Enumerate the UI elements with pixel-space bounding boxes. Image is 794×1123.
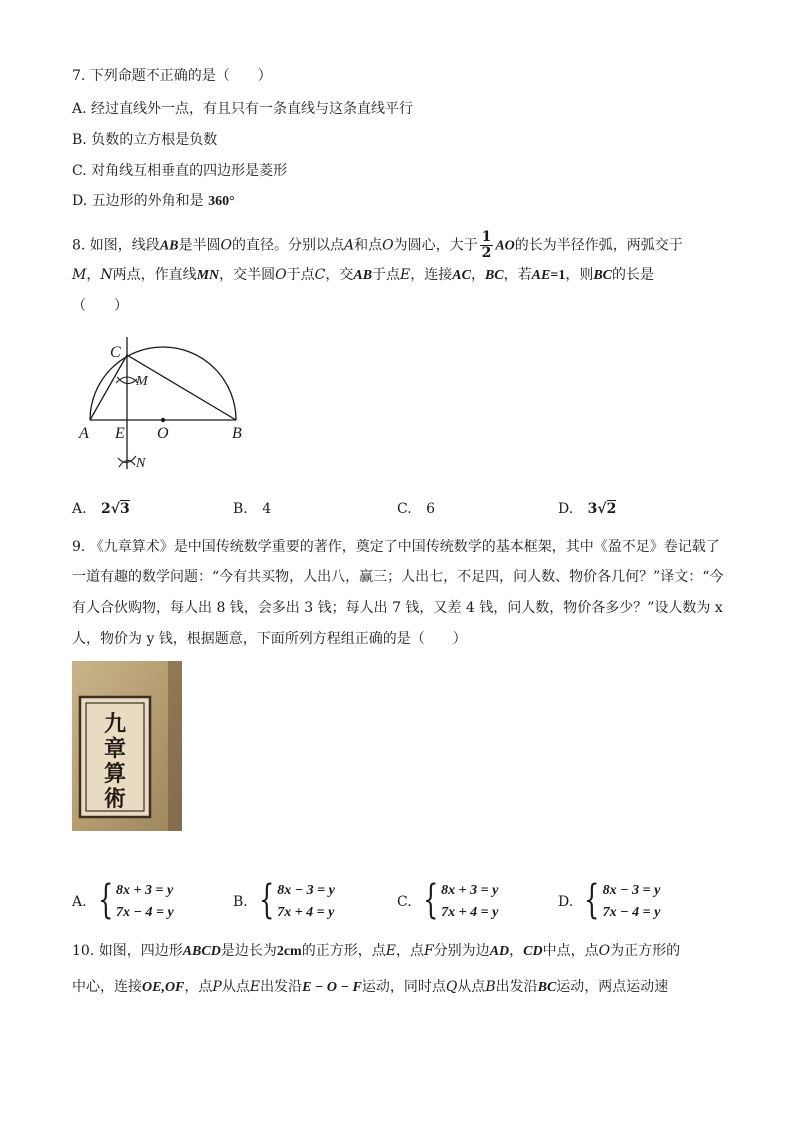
q10-stem-line1: 10. 如图，四边形ABCD是边长为2cm的正方形，点E，点F分别为边AD，CD中点，点O为正方形的	[72, 943, 681, 959]
q9-stem-line4: 人，物价为 y 钱，根据题意，下面所列方程组正确的是（ ）	[72, 631, 467, 647]
label-c: C	[110, 344, 121, 361]
book-title-char-1: 九	[103, 711, 127, 737]
left-brace: {	[258, 877, 275, 923]
q7-stem: 7. 下列命题不正确的是（ ）	[72, 68, 272, 84]
q9-stem-line2: 一道有趣的数学问题：“今有共买物，人出八，赢三；人出七，不足四，问人数、物价各几何？”译文：“今	[72, 569, 724, 585]
q9-stem-line1: 9. 《九章算术》是中国传统数学重要的著作，奠定了中国传统数学的基本框架，其中《盈不足》卷记载了	[72, 539, 720, 555]
q8-answer-bracket: （ ）	[72, 298, 128, 314]
left-brace: {	[422, 877, 439, 923]
label-m: M	[136, 374, 148, 389]
q7-option-a: A. 经过直线外一点，有且只有一条直线与这条直线平行	[72, 101, 414, 117]
q8-stem-line1: 8. 如图，线段AB是半圆O的直径。分别以点A和点O为圆心，大于 $\frac{1}{2}$ AO的长为半径作弧，两弧交于	[72, 229, 683, 261]
q10-stem-line2: 中心，连接OE,OF，点P从点E出发沿E − O − F运动，同时点Q从点B出发沿BC运动，两点运动速	[72, 979, 669, 995]
book-title-char-4: 術	[103, 786, 127, 812]
label-e: E	[115, 425, 125, 442]
semicircle-figure	[70, 335, 260, 475]
label-n: N	[136, 456, 146, 471]
book-cover-photo	[72, 661, 182, 831]
q8-option-c: C. 6	[397, 501, 436, 517]
sqrt-symbol: √	[597, 501, 607, 517]
q8-option-b: B. 4	[233, 501, 272, 517]
q7-option-d: D. 五边形的外角和是 360°	[72, 193, 235, 209]
q7-option-b: B. 负数的立方根是负数	[72, 132, 218, 148]
q7-option-c: C. 对角线互相垂直的四边形是菱形	[72, 163, 288, 179]
center-point-o	[161, 418, 165, 422]
segment-ac	[90, 355, 127, 420]
left-brace: {	[584, 877, 600, 923]
q9-option-b: B. { 8x − 3 = y 7x + 4 = y	[233, 877, 335, 923]
label-o: O	[157, 425, 169, 442]
book-title-char-3: 算	[103, 761, 127, 787]
book-title-char-2: 章	[103, 736, 127, 762]
q9-option-c: C. { 8x + 3 = y 7x + 4 = y	[397, 877, 499, 923]
left-brace: {	[97, 877, 113, 923]
q8-stem-line2: M，N两点，作直线MN，交半圆O于点C，交AB于点E，连接AC，BC，若AE=1，则BC的长是	[72, 267, 655, 283]
q8-option-a: A. 2√3	[72, 501, 130, 517]
q9-option-a: A. { 8x + 3 = y 7x − 4 = y	[72, 877, 174, 923]
label-a: A	[79, 425, 89, 442]
label-b: B	[232, 425, 242, 442]
fraction-one-half: $\frac{1}{2}$	[481, 229, 492, 261]
q9-option-d: D. { 8x − 3 = y 7x − 4 = y	[558, 877, 661, 923]
q9-stem-line3: 有人合伙购物，每人出 8 钱，会多出 3 钱；每人出 7 钱，又差 4 钱，问人数，物价各多少？”设人数为 x	[72, 600, 723, 616]
q8-option-d: D. 3√2	[558, 501, 617, 517]
sqrt-symbol: √	[110, 501, 120, 517]
